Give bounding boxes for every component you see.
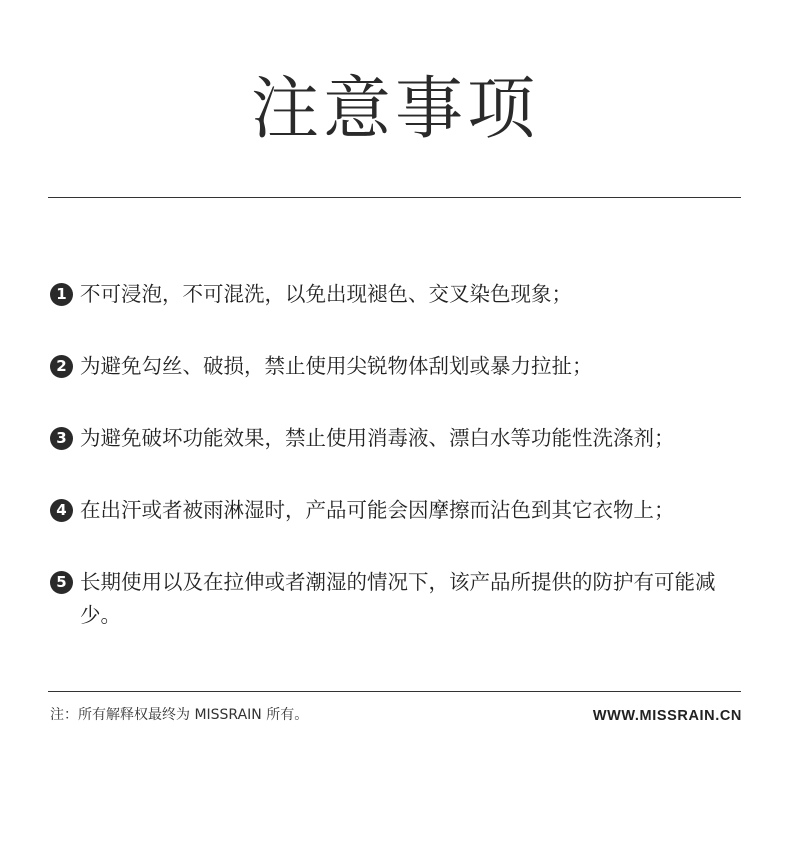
page-title: 注意事项: [250, 70, 539, 149]
number-badge-icon: 1: [50, 283, 73, 306]
note-text: 为避免破坏功能效果，禁止使用消毒液、漂白水等功能性洗涤剂；: [80, 426, 675, 450]
note-item-2: [50, 350, 750, 383]
note-item-5: [50, 566, 750, 632]
top-divider: [48, 197, 741, 198]
bottom-divider: [48, 691, 741, 692]
note-text: 长期使用以及在拉伸或者潮湿的情况下，该产品所提供的防护有可能减少。: [80, 570, 716, 627]
notes-list: [50, 278, 750, 671]
number-badge-icon: 4: [50, 499, 73, 522]
number-badge-icon: 2: [50, 355, 73, 378]
number-badge-icon: 3: [50, 427, 73, 450]
note-text: 为避免勾丝、破损，禁止使用尖锐物体刮划或暴力拉扯；: [80, 354, 593, 378]
note-item-4: [50, 494, 750, 527]
note-item-1: [50, 278, 750, 311]
copyright-note: 注：所有解释权最终为 MISSRAIN 所有。: [50, 707, 309, 723]
note-text: 不可浸泡，不可混洗，以免出现褪色、交叉染色现象；: [80, 282, 572, 306]
note-text: 在出汗或者被雨淋湿时，产品可能会因摩擦而沾色到其它衣物上；: [80, 498, 675, 522]
note-item-3: [50, 422, 750, 455]
number-badge-icon: 5: [50, 571, 73, 594]
website-url: WWW.MISSRAIN.CN: [592, 708, 742, 724]
